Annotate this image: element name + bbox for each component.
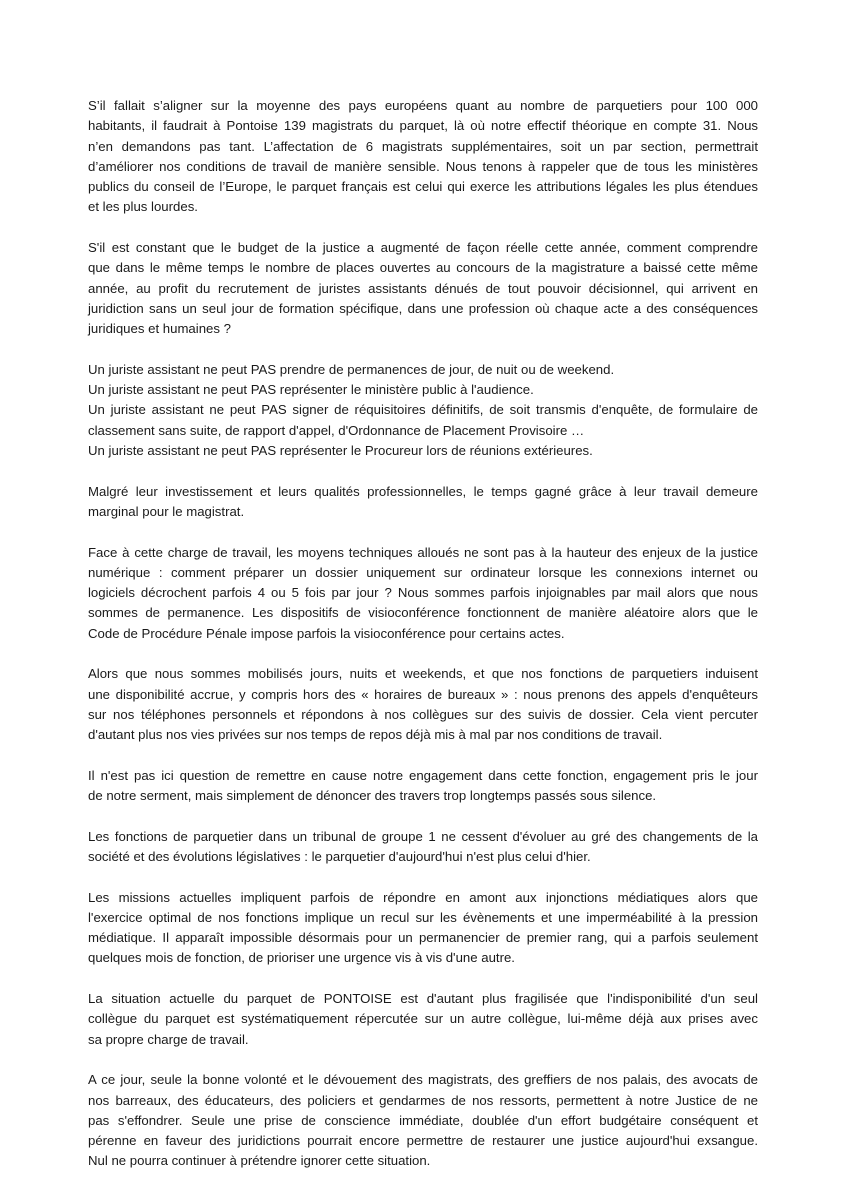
text-line: S'il est constant que le budget de la justice a augmenté de façon réelle cette année, comment comprendre bbox=[88, 240, 758, 256]
text-line: d'autant plus nos vies privées sur nos temps de repos déjà mis à mal par nos conditions de travail. bbox=[88, 727, 663, 743]
paragraph bbox=[88, 96, 758, 218]
paragraph bbox=[88, 888, 758, 969]
text-line: une disponibilité accrue, y compris hors des « horaires de bureaux » : nous prenons des appels d'enquêteurs bbox=[88, 686, 758, 702]
text-line: année, au profit du recrutement de juristes assistants dénués de tout pouvoir décisionnel, qui arrivent en bbox=[88, 280, 758, 296]
text-line: publics du conseil de l’Europe, le parquet français est celui qui exerce les attributions légales les plus étendues bbox=[88, 179, 758, 195]
text-line: Nul ne pourra continuer à prétendre ignorer cette situation. bbox=[88, 1153, 431, 1169]
text-line: Un juriste assistant ne peut PAS représenter le ministère public à l'audience. bbox=[88, 382, 534, 398]
text-line: Il n'est pas ici question de remettre en cause notre engagement dans cette fonction, engagement pris le jour bbox=[88, 767, 758, 783]
text-line: Alors que nous sommes mobilisés jours, nuits et weekends, et que nos fonctions de parquetiers induisent bbox=[88, 666, 758, 682]
text-line: pérenne en faveur des juridictions pourrait encore permettre de restaurer une justice aujourd'hui exsangue. bbox=[88, 1133, 758, 1149]
text-line: d’améliorer nos conditions de travail de manière sensible. Nous tenons à rappeler que de tous les ministères bbox=[88, 158, 758, 174]
text-line: nos barreaux, des éducateurs, des policiers et gendarmes de nos ressorts, permettent à notre Justice de ne bbox=[88, 1092, 758, 1108]
text-line: La situation actuelle du parquet de PONTOISE est d'autant plus fragilisée que l'indisponibilité d'un seul bbox=[88, 991, 758, 1007]
text-line: classement sans suite, de rapport d'appel, d'Ordonnance de Placement Provisoire … bbox=[88, 422, 585, 438]
text-line: S’il fallait s’aligner sur la moyenne des pays européens quant au nombre de parquetiers pour 100 000 bbox=[88, 98, 758, 113]
text-line: Les fonctions de parquetier dans un tribunal de groupe 1 ne cessent d'évoluer au gré des changements de la bbox=[88, 828, 758, 844]
text-line: quelques mois de fonction, de prioriser une urgence vis à vis d'une autre. bbox=[88, 950, 515, 966]
text-line: Un juriste assistant ne peut PAS signer de réquisitoires définitifs, de soit transmis d'enquête, de formulaire de bbox=[88, 402, 758, 418]
text-line: marginal pour le magistrat. bbox=[88, 503, 245, 519]
paragraph bbox=[88, 238, 758, 339]
text-line: Un juriste assistant ne peut PAS prendre de permanences de jour, de nuit ou de weekend. bbox=[88, 361, 615, 377]
paragraph bbox=[88, 360, 758, 461]
text-line: et les plus lourdes. bbox=[88, 199, 198, 215]
text-line: sa propre charge de travail. bbox=[88, 1031, 249, 1047]
text-line: collègue du parquet est systématiquement répercutée sur un autre collègue, lui-même déjà aux prises avec bbox=[88, 1011, 758, 1027]
text-line: l'exercice optimal de nos fonctions implique un recul sur les évènements et une imperméabilité à la pression bbox=[88, 909, 758, 925]
text-line: logiciels décrochent parfois 4 ou 5 fois par jour ? Nous sommes parfois injoignables par mail alors que nous bbox=[88, 585, 758, 601]
text-line: Les missions actuelles impliquent parfois de répondre en amont aux injonctions médiatiques alors que bbox=[88, 889, 758, 905]
text-line: n’en demandons pas tant. L’affectation de 6 magistrats supplémentaires, soit un par section, permettrait bbox=[88, 138, 758, 154]
text-line: pas s'effondrer. Seule une prise de conscience immédiate, doublée d'un effort budgétaire conséquent et bbox=[88, 1112, 758, 1128]
text-line: Code de Procédure Pénale impose parfois la visioconférence pour certains actes. bbox=[88, 625, 565, 641]
text-line: société et des évolutions législatives : le parquetier d'aujourd'hui n'est plus celui d'hier. bbox=[88, 848, 591, 864]
text-line: médiatique. Il apparaît impossible désormais pour un permanencier de premier rang, qui a parfois seulement bbox=[88, 930, 758, 946]
paragraph bbox=[88, 766, 758, 807]
paragraph bbox=[88, 989, 758, 1050]
text-line: habitants, il faudrait à Pontoise 139 magistrats du parquet, là où notre effectif théorique en compte 31. Nous bbox=[88, 118, 758, 134]
text-line: juridiction sans un seul jour de formation spécifique, dans une profession où chaque acte a des conséquences bbox=[88, 300, 758, 316]
paragraph bbox=[88, 827, 758, 868]
text-line: A ce jour, seule la bonne volonté et le dévouement des magistrats, des greffiers de nos palais, des avocats de bbox=[88, 1072, 758, 1088]
paragraph bbox=[88, 543, 758, 644]
document-body bbox=[88, 96, 758, 1192]
text-line: sur nos téléphones personnels et répondons à nos collègues sur des suivis de dossier. Cela vient percuter bbox=[88, 706, 758, 722]
text-line: que dans le même temps le nombre de places ouvertes au concours de la magistrature a baissé cette même bbox=[88, 260, 758, 276]
text-line: juridiques et humaines ? bbox=[88, 321, 231, 337]
text-line: Face à cette charge de travail, les moyens techniques alloués ne sont pas à la hauteur des enjeux de la justice bbox=[88, 544, 758, 560]
text-line: numérique : comment préparer un dossier uniquement sur ordinateur lorsque les connexions internet ou bbox=[88, 564, 758, 580]
text-line: Un juriste assistant ne peut PAS représenter le Procureur lors de réunions extérieures. bbox=[88, 443, 593, 459]
paragraph bbox=[88, 1070, 758, 1171]
paragraph bbox=[88, 664, 758, 745]
text-line: de notre serment, mais simplement de dénoncer des travers trop longtemps passés sous silence. bbox=[88, 788, 657, 804]
paragraph bbox=[88, 482, 758, 523]
text-line: Malgré leur investissement et leurs qualités professionnelles, le temps gagné grâce à leur travail demeure bbox=[88, 483, 758, 499]
text-line: sommes de permanence. Les dispositifs de visioconférence fonctionnent de manière aléatoire alors que le bbox=[88, 605, 758, 621]
